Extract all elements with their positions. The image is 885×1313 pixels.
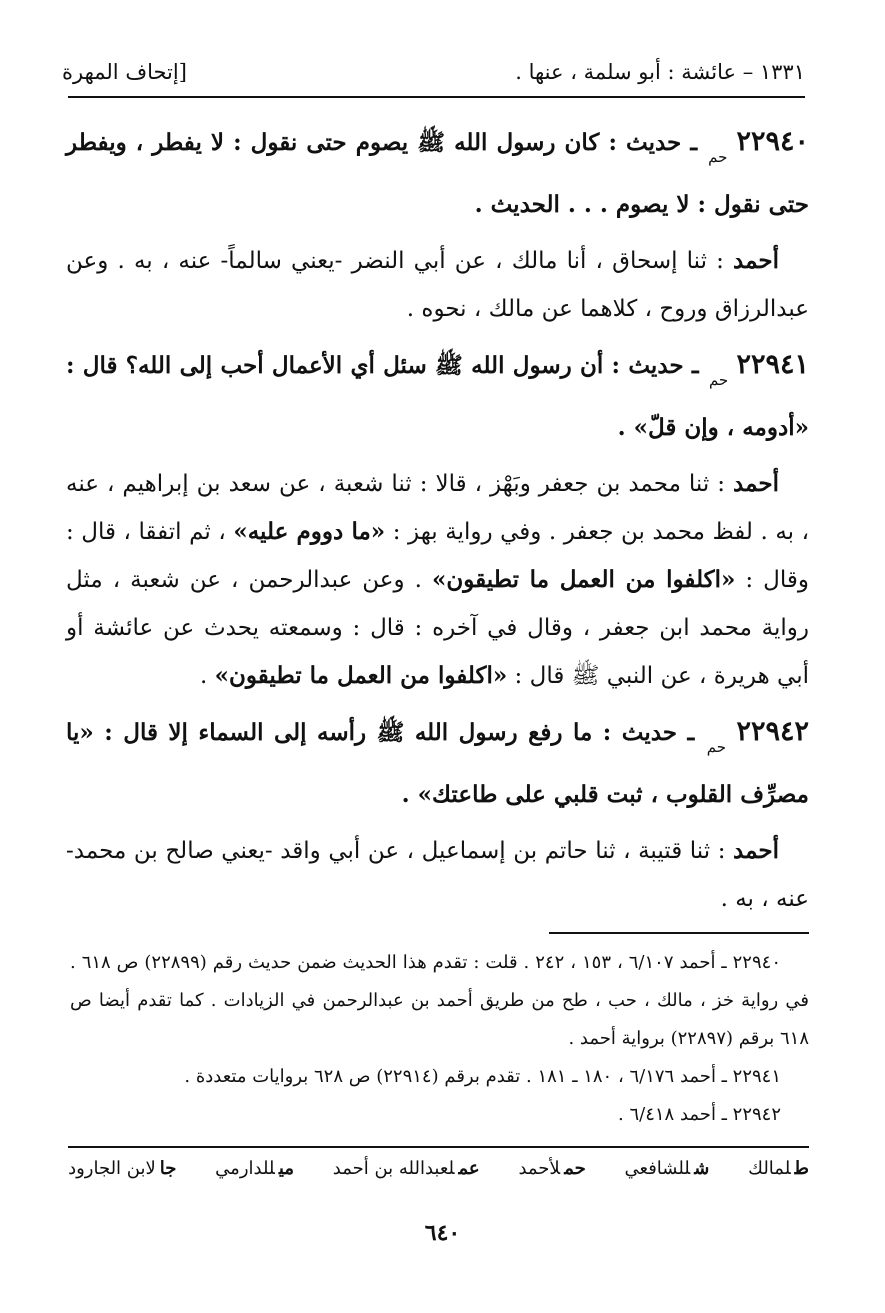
isnad-text: : ثنا قتيبة ، ثنا حاتم بن إسماعيل ، عن أبي واقد -يعني صالح بن محمد- عنه ، به . — [66, 838, 809, 912]
hadith-entry-22940 — [66, 118, 809, 229]
isnad-text: : ثنا محمد بن جعفر وبَهْز ، قالا : ثنا شعبة ، عن سعد بن إبراهيم ، عنه ، به . لفظ محمد بن جعفر . وفي رواية بهز : — [66, 471, 810, 545]
hadith-number: ٢٢٩٤١ — [736, 349, 810, 380]
hadith-text: ـ حديث : أن رسول الله ﷺ سئل أي الأعمال أحب إلى الله؟ قال : «أدومه ، وإن قلّ» . — [66, 352, 809, 441]
hadith-entry-22941 — [66, 341, 809, 452]
isnad-text: : ثنا إسحاق ، أنا مالك ، عن أبي النضر -يعني سالماً- عنه ، به . وعن عبدالرزاق وروح ، كلاهما عن مالك ، نحوه . — [66, 248, 809, 322]
header-chapter: ١٣٣١ – عائشة : أبو سلمة ، عنها . — [515, 60, 805, 84]
main-text — [66, 118, 809, 931]
hadith-text: ـ حديث : ما رفع رسول الله ﷺ رأسه إلى السماء إلا قال : «يا مصرِّف القلوب ، ثبت قلبي على طاعتك» . — [66, 719, 809, 808]
isnad-22941 — [66, 460, 809, 700]
source-name: أحمد — [733, 470, 779, 497]
hadith-entry-22942 — [66, 708, 809, 819]
legend-item: عملعبدالله بن أحمد — [332, 1158, 480, 1179]
header-divider — [68, 96, 805, 98]
legend-item: جالابن الجارود — [68, 1158, 177, 1179]
isnad-text: ، ثم اتفقا ، قال : وقال : — [66, 519, 810, 593]
isnad-22942 — [66, 827, 809, 923]
legend-divider — [68, 1146, 809, 1148]
legend-item: حملأحمد — [518, 1158, 586, 1179]
hadith-text: ـ حديث : كان رسول الله ﷺ يصوم حتى نقول : لا يفطر ، ويفطر حتى نقول : لا يصوم . . . الحديث . — [66, 129, 809, 218]
hadith-number: ٢٢٩٤٠ — [736, 126, 809, 157]
footnote-22941: ٢٢٩٤١ ـ أحمد ٦/١٧٦ ، ١٨٠ ـ ١٨١ . تقدم برقم (٢٢٩١٤) ص ٦٢٨ بروايات متعددة . — [184, 1066, 781, 1087]
isnad-text: . وعن عبدالرحمن ، عن شعبة ، مثل رواية محمد ابن جعفر ، وقال في آخره : قال : وسمعته يحدث عن عائشة أو أبي هريرة ، عن النبي ﷺ قال : — [66, 567, 809, 689]
source-symbol: حم — [708, 371, 729, 389]
legend-item: ميللدارمي — [215, 1158, 294, 1179]
legend-item: طلمالك — [748, 1158, 809, 1179]
abbreviation-legend — [68, 1158, 809, 1179]
legend-item: شللشافعي — [624, 1158, 710, 1179]
source-name: أحمد — [733, 247, 780, 274]
quote-text: «اكلفوا من العمل ما تطيقون» — [431, 566, 736, 593]
source-symbol: حم — [708, 148, 728, 166]
isnad-text: . — [199, 663, 208, 689]
footnote-22942: ٢٢٩٤٢ ـ أحمد ٦/٤١٨ . — [618, 1104, 781, 1125]
running-header — [62, 52, 805, 92]
footnote-divider — [549, 932, 809, 934]
quote-text: «ما دووم عليه» — [233, 518, 386, 545]
page-number: ٦٤٠ — [424, 1220, 461, 1246]
header-book-title: [إتحاف المهرة — [62, 60, 187, 84]
source-symbol: حم — [706, 738, 726, 756]
footnote-22940: ٢٢٩٤٠ ـ أحمد ٦/١٠٧ ، ١٥٣ ، ٢٤٢ . قلت : تقدم هذا الحديث ضمن حديث رقم (٢٢٨٩٩) ص ٦١٨ . في رواية خز ، مالك ، حب ، طح من طريق أحمد بن عبدالرحمن في الزيادات . كما تقدم أيضا ص ٦١٨ برقم (٢٢٨٩٧) برواية أحمد . — [70, 952, 809, 1049]
hadith-number: ٢٢٩٤٢ — [736, 716, 809, 747]
footnotes — [70, 944, 809, 1134]
quote-text: «اكلفوا من العمل ما تطيقون» — [214, 662, 508, 689]
isnad-22940 — [66, 237, 809, 333]
source-name: أحمد — [733, 837, 779, 864]
